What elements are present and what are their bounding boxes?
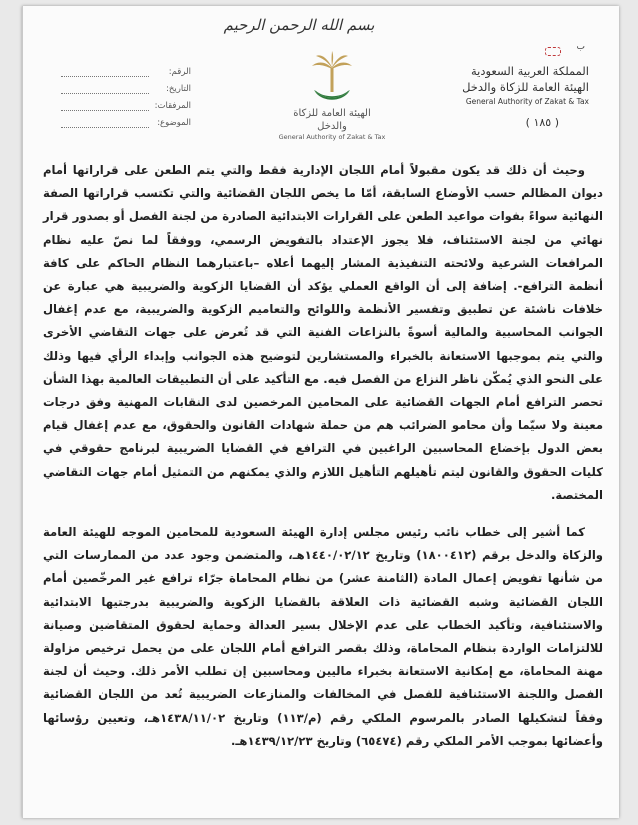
basmala-calligraphy: بسم الله الرحمن الرحيم [223,16,375,34]
meta-dotted-line [61,101,149,111]
reference-number: ( ١٨٥ ) [525,116,559,129]
authority-header [389,63,589,108]
meta-row-number [61,63,191,80]
meta-dotted-line [61,67,149,77]
meta-label: التاريخ: [166,83,191,94]
letter-body [43,159,603,767]
red-stamp-mark [545,47,561,56]
meta-row-attachments [61,97,191,114]
body-paragraph: كما أشير إلى خطاب نائب رئيس مجلس إدارة الهيئة السعودية للمحامين الموجه للهيئة العامة والزكاة والدخل برقم (١٨٠٠٤١٢) وتاريخ ١٤٤٠/٠٢/١٢هـ، والمتضمن وجود عدد من الممارسات التي من شأنها تفويض إعمال المادة (الثامنة عشر) من نظام المحاماة جرّاء ترافع غير المرخّصين أمام اللجان القضائية وشبه القضائية ذات العلاقة بالقضايا الزكوية والضريبية بدرجتيها الابتدائية والاستئنافية، وتأكيد الخطاب على عدم الإخلال بسير العدالة وحماية لحقوق المتقاضين وصيانة للالتزامات الواردة بنظام المحاماة، وذلك بقصر الترافع أمام اللجان على من يحمل ترخيص مزاولة مهنة المحاماة، مع إمكانية الاستعانة بخبراء ماليين ومحاسبين إن تطلب الأمر ذلك. وحيث أن لجنة الفصل واللجنة الاستئنافية للفصل في المخالفات والمنازعات الضريبية تُعد من اللجان القضائية وفقاً لتشكيلها الصادر بالمرسوم الملكي رقم (م/١١٣) وتاريخ ١٤٣٨/١١/٠٢هـ، وتعيين رؤسائها وأعضائها بموجب الأمر الملكي رقم (٦٥٤٧٤) وتاريخ ١٤٣٩/١٢/٢٣هـ. [43,525,604,748]
meta-dotted-line [61,84,149,94]
authority-logo [277,50,387,142]
meta-label: الرقم: [168,66,191,77]
reference-fields [61,63,191,131]
authority-name-ar: الهيئة العامة للزكاة والدخل [462,80,589,94]
meta-label: المرفقات: [154,100,191,111]
meta-dotted-line [61,118,149,128]
logo-text-ar: الهيئة العامة للزكاة والدخل [293,108,371,132]
letter-page [22,6,619,818]
palm-swords-logo-icon [304,50,360,106]
meta-label: الموضوع: [157,117,191,128]
body-paragraph: وحيث أن ذلك قد يكون مقبولاً أمام اللجان الإدارية فقط والتي يتم الطعن على قراراتها أمام ديوان المظالم حسب الأوضاع السابقة، أمّا ما يخص اللجان القضائية والتي تكتسب قراراتها الصفة النهائية سواءً بفوات مواعيد الطعن على القرارات الابتدائية الصادرة من لجنة الفصل أو بصدور قرار نهائي من لجنة الاستئناف، فلا يجوز الإعتداد بالتفويض الرسمي، ووفقاً لما نصّ عليه نظام المرافعات الشرعية ولائحته التنفيذية المشار إليهما أعلاه –باعتبارهما النظام الحاكم على كافة أنظمة الترافع-. إضافة إلى أن الواقع العملي يؤكد أن القضايا الزكوية والضريبية هي عبارة عن خلافات ناشئة عن تطبيق وتفسير الأنظمة واللوائح والتعاميم الزكوية والضريبية، مع عدم إغفال الجوانب المحاسبية والمالية أسوةً بالنزاعات الفنية التي قد تُعرض على جهات التقاضي الأخرى والتي يتم بموجبها الاستعانة بالخبراء والمستشارين لتوضيح هذه الجوانب وإبداء الرأي فيها وذلك على النحو الذي يُمكّن ناظر النزاع من الفصل فيه. مع التأكيد على أن التطبيقات العالمية بهذا الشأن تحصر الترافع أمام الجهات القضائية على المحامين المرخصين لدى النقابات المهنية وفق درجات معينة ولا سيّما وأن محامو الضرائب هم من حملة شهادات القانون والحقوق، مع عدم إغفال قيام بعض الدول بإخضاع المحاسبين الراغبين في الترافع في القضايا الضريبية لبرنامج حقوقي في كليات الحقوق والقانون ليتم تأهيلهم التأهيل اللازم والذي يمكنهم من التمثيل أمام جهات التقاضي المختصة. [43,163,603,502]
logo-text-en: General Authority of Zakat & Tax [278,133,386,141]
corner-mark: ب [576,42,585,52]
kingdom-name: المملكة العربية السعودية [471,64,589,78]
authority-name-en: General Authority of Zakat & Tax [465,97,589,106]
meta-row-date [61,80,191,97]
meta-row-subject [61,114,191,131]
